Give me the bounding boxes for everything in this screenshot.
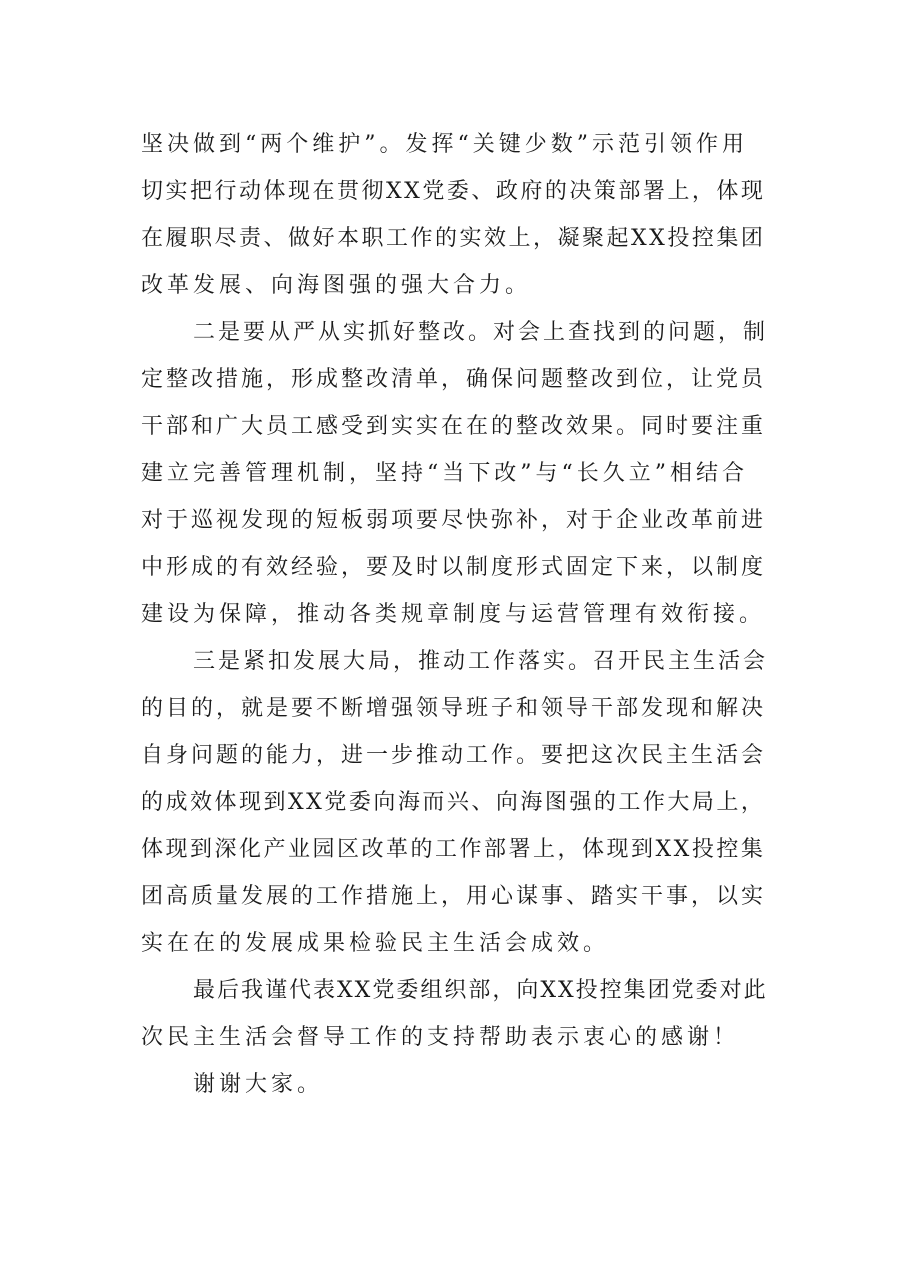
document-body (141, 121, 771, 1108)
text-line: 干部和广大员工感受到实实在在的整改效果。同时要注重 (141, 414, 767, 439)
paragraph-first-line: 二是要从严从实抓好整改。对会上查找到的问题，制 (193, 320, 769, 345)
text-line: 切实把行动体现在贯彻XX党委、政府的决策部署上，体现 (141, 179, 766, 204)
text-line: 定整改措施，形成整改清单，确保问题整改到位，让党员 (141, 367, 767, 392)
text-line: 中形成的有效经验，要及时以制度形式固定下来，以制度 (141, 555, 767, 580)
text-line: 团高质量发展的工作措施上，用心谋事、踏实干事，以实 (141, 884, 767, 909)
text-line: 的成效体现到XX党委向海而兴、向海图强的工作大局上， (141, 790, 766, 815)
text-line: 自身问题的能力，进一步推动工作。要把这次民主生活会 (141, 743, 767, 768)
text-line: 的目的，就是要不断增强领导班子和领导干部发现和解决 (141, 696, 767, 721)
paragraph-first-line: 三是紧扣发展大局，推动工作落实。召开民主生活会 (193, 649, 769, 674)
text-line: 建立完善管理机制，坚持“当下改”与“长久立”相结合 (141, 461, 748, 486)
text-line: 次民主生活会督导工作的支持帮助表示衷心的感谢！ (141, 1025, 740, 1050)
text-line: 实在在的发展成果检验民主生活会成效。 (141, 931, 610, 956)
text-line: 改革发展、向海图强的强大合力。 (141, 273, 532, 298)
text-line: 体现到深化产业园区改革的工作部署上，体现到XX投控集 (141, 837, 766, 862)
text-line: 建设为保障，推动各类规章制度与运营管理有效衔接。 (141, 602, 766, 627)
text-line: 坚决做到“两个维护”。发挥“关键少数”示范引领作用 (141, 132, 748, 157)
text-line: 在履职尽责、做好本职工作的实效上，凝聚起XX投控集团 (141, 226, 766, 251)
closing-line: 谢谢大家。 (193, 1072, 324, 1097)
paragraph-first-line: 最后我谨代表XX党委组织部，向XX投控集团党委对此 (193, 978, 768, 1003)
text-line: 对于巡视发现的短板弱项要尽快弥补，对于企业改革前进 (141, 508, 767, 533)
